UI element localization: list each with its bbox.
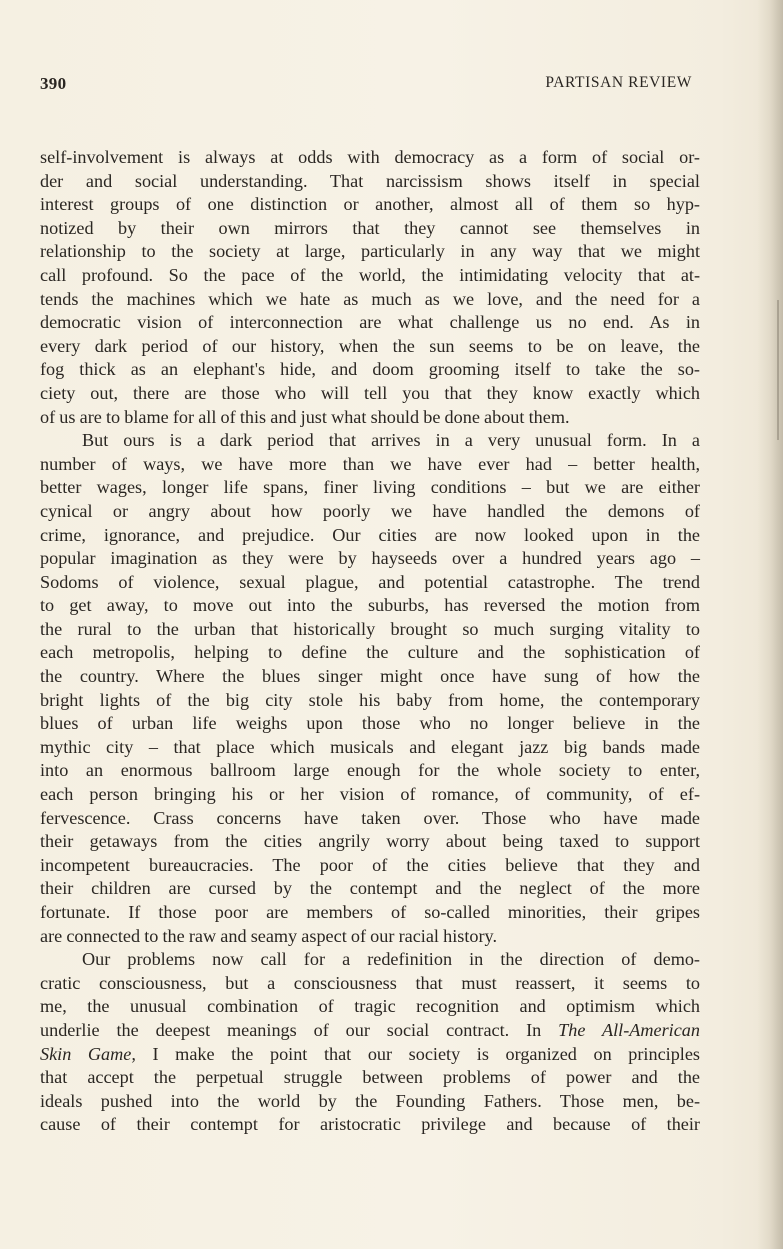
text-line: better wages, longer life spans, finer living conditions – but we are either (40, 477, 700, 498)
text-line: fervescence. Crass concerns have taken over. Those who have made (40, 807, 700, 828)
text-line: ideals pushed into the world by the Founding Fathers. Those men, be- (40, 1090, 700, 1111)
text-line (40, 1043, 700, 1067)
text-line: cratic consciousness, but a consciousness that must reassert, it seems to (40, 972, 700, 993)
text-line: interest groups of one distinction or another, almost all of them so hyp- (40, 194, 700, 215)
text-line: number of ways, we have more than we have ever had – better health, (40, 453, 700, 474)
book-title-italic: The All-American (558, 1019, 700, 1040)
text-line: each metropolis, helping to define the culture and the sophistication of (40, 642, 700, 663)
text-line: blues of urban life weighs upon those who no longer believe in the (40, 713, 700, 734)
body-text (40, 146, 700, 1137)
text-line: popular imagination as they were by hayseeds over a hundred years ago – (40, 548, 700, 569)
text-line: mythic city – that place which musicals and elegant jazz big bands made (40, 736, 700, 757)
text-line: self-involvement is always at odds with democracy as a form of social or- (40, 147, 700, 167)
text-line: the country. Where the blues singer might once have sung of how the (40, 666, 700, 687)
paragraph-first-line: But ours is a dark period that arrives in a very unusual form. In a (82, 430, 700, 451)
text-segment: underlie the deepest meanings of our social contract. In (40, 1019, 542, 1040)
page-header (40, 74, 692, 98)
text-line: each person bringing his or her vision of romance, of community, of ef- (40, 784, 700, 805)
text-line: of us are to blame for all of this and just what should be done about them. (40, 406, 570, 427)
text-segment: I make the point that our society is organized on principles (152, 1043, 700, 1064)
text-line: crime, ignorance, and prejudice. Our cities are now looked upon in the (40, 524, 700, 545)
page-edge-mark (777, 300, 779, 440)
text-line: every dark period of our history, when the sun seems to be on leave, the (40, 335, 700, 356)
text-line: their getaways from the cities angrily worry about being taxed to support (40, 831, 700, 852)
text-line: that accept the perpetual struggle between problems of power and the (40, 1067, 700, 1088)
text-line: relationship to the society at large, particularly in any way that we might (40, 241, 700, 262)
text-line: notized by their own mirrors that they cannot see themselves in (40, 217, 700, 238)
running-head: PARTISAN REVIEW (545, 74, 692, 91)
text-line: tends the machines which we hate as much as we love, and the need for a (40, 288, 700, 309)
page-gutter-shadow (757, 0, 783, 1249)
text-line: to get away, to move out into the suburbs, has reversed the motion from (40, 595, 700, 616)
text-line: are connected to the raw and seamy aspect of our racial history. (40, 925, 497, 946)
text-line: into an enormous ballroom large enough for the whole society to enter, (40, 760, 700, 781)
text-line: me, the unusual combination of tragic recognition and optimism which (40, 996, 700, 1017)
text-line: their children are cursed by the contempt and the neglect of the more (40, 878, 700, 899)
text-line: fog thick as an elephant's hide, and doom grooming itself to take the so- (40, 359, 700, 380)
text-line: der and social understanding. That narcissism shows itself in special (40, 170, 700, 191)
text-line: ciety out, there are those who will tell you that they know exactly which (40, 382, 700, 403)
text-line: fortunate. If those poor are members of so-called minorities, their gripes (40, 902, 700, 922)
text-line: cause of their contempt for aristocratic privilege and because of their (40, 1114, 700, 1135)
text-line: Sodoms of violence, sexual plague, and potential catastrophe. The trend (40, 571, 700, 592)
text-line (40, 1019, 700, 1043)
text-line: bright lights of the big city stole his baby from home, the contemporary (40, 689, 700, 710)
paragraph-first-line: Our problems now call for a redefinition in the direction of demo- (82, 949, 700, 970)
page-number: 390 (40, 74, 67, 93)
text-line: democratic vision of interconnection are what challenge us no end. As in (40, 312, 700, 333)
text-line: incompetent bureaucracies. The poor of the cities believe that they and (40, 854, 700, 875)
text-line: the rural to the urban that historically brought so much surging vitality to (40, 618, 700, 639)
text-line: call profound. So the pace of the world, the intimidating velocity that at- (40, 264, 700, 285)
book-title-italic: Skin Game, (40, 1043, 136, 1064)
text-line: cynical or angry about how poorly we have handled the demons of (40, 500, 700, 521)
